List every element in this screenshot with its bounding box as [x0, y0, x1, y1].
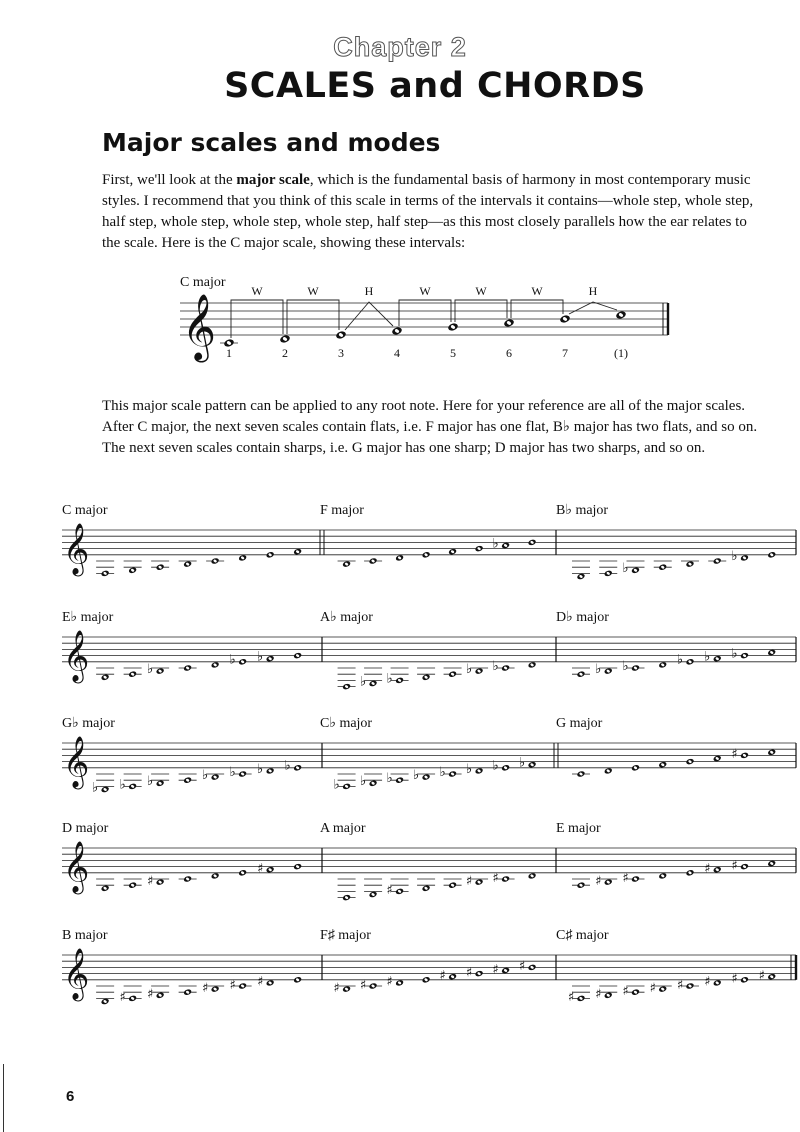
- whole-note: [740, 752, 749, 760]
- whole-note: [183, 988, 192, 996]
- whole-note: [128, 783, 137, 791]
- flat-sign: ♭: [386, 671, 393, 687]
- whole-note: [369, 557, 378, 565]
- scale-name-label: B♭ major: [556, 503, 609, 518]
- whole-note: [238, 658, 247, 666]
- whole-note: [395, 979, 404, 987]
- whole-note: [447, 322, 459, 332]
- whole-note: [767, 551, 776, 559]
- whole-note: [576, 670, 585, 678]
- flat-sign: ♭: [257, 649, 264, 665]
- flat-sign: ♭: [622, 658, 629, 674]
- page-edge-mark: [3, 1064, 4, 1132]
- whole-note: [615, 310, 627, 320]
- whole-note: [448, 881, 457, 889]
- page-number: 6: [66, 1088, 75, 1105]
- scale-name-label: A♭ major: [320, 610, 373, 625]
- flat-sign: ♭: [257, 761, 264, 777]
- scale-name-label: A major: [320, 821, 366, 836]
- sharp-sign: ♯: [731, 971, 738, 987]
- whole-note: [604, 667, 613, 675]
- whole-note: [156, 563, 165, 571]
- scale-name-label: C♭ major: [320, 716, 373, 731]
- flat-sign: ♭: [119, 777, 126, 793]
- whole-note: [528, 872, 537, 880]
- scale-name-label: B major: [62, 928, 108, 943]
- whole-note: [266, 767, 275, 775]
- whole-note: [528, 964, 537, 972]
- whole-note: [475, 970, 484, 978]
- whole-note: [335, 330, 347, 340]
- half-step-peak: [569, 302, 617, 314]
- whole-note: [576, 995, 585, 1003]
- interval-label: W: [531, 284, 543, 298]
- whole-note: [501, 967, 510, 975]
- whole-note: [528, 661, 537, 669]
- whole-note: [528, 761, 537, 769]
- flat-sign: ♭: [439, 764, 446, 780]
- sharp-sign: ♯: [333, 980, 340, 996]
- staff-lines: [62, 955, 796, 980]
- staff-lines: [62, 848, 796, 873]
- whole-note: [501, 875, 510, 883]
- staff-lines: [62, 530, 796, 555]
- flat-sign: ♭: [519, 755, 526, 771]
- whole-note: [395, 888, 404, 896]
- whole-note: [713, 866, 722, 874]
- flat-sign: ♭: [202, 767, 209, 783]
- flat-sign: ♭: [622, 561, 629, 577]
- flat-sign: ♭: [229, 764, 236, 780]
- intro-text-2: , which is the fundamental basis of harmony in most contemporary music styles. I recommend that you think of this scale in terms of the intervals it contains—whole step, whole step, half step, whole step, whole step, whole step, half step—as this most closely parallels how the ear relates to the scale. Here is the C major scale, showing these intervals:: [102, 172, 754, 251]
- whole-note: [658, 872, 667, 880]
- sharp-sign: ♯: [676, 977, 684, 993]
- sharp-sign: ♯: [731, 858, 738, 874]
- scale-name-label: F♯ major: [320, 928, 371, 943]
- whole-note: [293, 976, 302, 984]
- scale-name-label: C major: [62, 503, 108, 518]
- sharp-sign: ♯: [567, 990, 575, 1006]
- whole-note: [238, 982, 247, 990]
- sharp-sign: ♯: [492, 962, 499, 978]
- whole-note: [501, 542, 510, 550]
- flat-sign: ♭: [492, 536, 499, 552]
- whole-note: [342, 894, 351, 902]
- sharp-sign: ♯: [201, 980, 209, 996]
- section-heading: Major scales and modes: [102, 128, 441, 157]
- whole-note: [658, 661, 667, 669]
- page-title: SCALES and CHORDS: [224, 66, 646, 106]
- scale-degree-number: 6: [506, 346, 512, 360]
- whole-note: [475, 767, 484, 775]
- whole-note: [395, 677, 404, 685]
- whole-note: [631, 875, 640, 883]
- whole-note: [658, 761, 667, 769]
- scale-degree-number: 3: [338, 346, 344, 360]
- interval-label: H: [364, 284, 374, 298]
- chapter-label: Chapter 2: [333, 32, 467, 62]
- whole-step-bracket: [287, 300, 339, 334]
- sharp-sign: ♯: [146, 987, 154, 1003]
- sharp-sign: ♯: [492, 870, 499, 886]
- whole-note: [128, 995, 137, 1003]
- sharp-sign: ♯: [465, 873, 473, 889]
- treble-clef: 𝄞: [182, 293, 217, 361]
- flat-sign: ♭: [492, 758, 499, 774]
- flat-sign: ♭: [229, 652, 236, 668]
- flat-sign: ♭: [92, 780, 99, 796]
- whole-note: [528, 539, 537, 547]
- whole-note: [211, 773, 220, 781]
- whole-note: [448, 973, 457, 981]
- whole-note: [391, 326, 403, 336]
- whole-note: [279, 334, 291, 344]
- flat-sign: ♭: [676, 652, 684, 668]
- sharp-sign: ♯: [622, 983, 629, 999]
- whole-note: [183, 560, 192, 568]
- whole-note: [501, 764, 510, 772]
- whole-note: [767, 649, 776, 657]
- whole-note: [156, 780, 165, 788]
- whole-note: [238, 869, 247, 877]
- whole-note: [685, 560, 694, 568]
- scale-degree-number: 5: [450, 346, 456, 360]
- flat-sign: ♭: [333, 777, 340, 793]
- sharp-sign: ♯: [595, 987, 602, 1003]
- whole-note: [740, 863, 749, 871]
- intro-text-1: First, we'll look at the: [102, 172, 237, 188]
- whole-note: [503, 318, 515, 328]
- whole-note: [369, 680, 378, 688]
- whole-note: [740, 652, 749, 660]
- whole-note: [685, 758, 694, 766]
- flat-sign: ♭: [731, 548, 738, 564]
- interval-label: W: [307, 284, 319, 298]
- sharp-sign: ♯: [649, 980, 656, 996]
- whole-step-bracket: [399, 300, 451, 326]
- whole-note: [369, 891, 378, 899]
- staff-lines: [62, 637, 796, 662]
- sharp-sign: ♯: [256, 974, 264, 990]
- scale-name-label: D major: [62, 821, 109, 836]
- treble-clef: 𝄞: [63, 522, 90, 575]
- whole-note: [266, 979, 275, 987]
- whole-note: [342, 683, 351, 691]
- intro-bold-term: major scale: [236, 172, 310, 188]
- sharp-sign: ♯: [146, 873, 154, 889]
- whole-note: [422, 976, 431, 984]
- whole-note: [183, 776, 192, 784]
- sharp-sign: ♯: [704, 974, 711, 990]
- whole-note: [475, 545, 484, 553]
- whole-note: [101, 570, 110, 578]
- whole-note: [713, 557, 722, 565]
- whole-note: [211, 557, 220, 565]
- whole-note: [631, 567, 640, 575]
- whole-note: [448, 770, 457, 778]
- whole-note: [183, 664, 192, 672]
- sharp-sign: ♯: [119, 990, 126, 1006]
- flat-sign: ♭: [595, 661, 602, 677]
- whole-note: [293, 652, 302, 660]
- whole-note: [395, 776, 404, 784]
- whole-note: [183, 875, 192, 883]
- sharp-sign: ♯: [595, 873, 602, 889]
- staff-lines: [62, 743, 796, 768]
- whole-note: [767, 973, 776, 981]
- flat-sign: ♭: [360, 774, 367, 790]
- whole-note: [342, 560, 351, 568]
- whole-note: [501, 664, 510, 672]
- whole-note: [740, 976, 749, 984]
- whole-note: [156, 878, 165, 886]
- staff-lines: [180, 303, 668, 335]
- flat-sign: ♭: [466, 761, 473, 777]
- sharp-sign: ♯: [256, 861, 264, 877]
- sharp-sign: ♯: [359, 977, 367, 993]
- whole-note: [559, 314, 571, 324]
- scale-degree-number: 7: [562, 346, 568, 360]
- whole-note: [128, 670, 137, 678]
- reference-paragraph: This major scale pattern can be applied to any root note. Here for your reference are all of the major scales. After C major, the next seven scales contain flats, i.e. F major has one flat, B♭ major has two flats, and so on. The next seven scales contain sharps, i.e. G major has one sharp; D major has two sharps, and so on.: [102, 398, 758, 456]
- flat-sign: ♭: [147, 774, 154, 790]
- sharp-sign: ♯: [229, 977, 236, 993]
- sharp-sign: ♯: [518, 959, 526, 975]
- whole-note: [395, 554, 404, 562]
- flat-sign: ♭: [147, 661, 154, 677]
- whole-note: [475, 667, 484, 675]
- whole-note: [767, 749, 776, 757]
- sharp-sign: ♯: [439, 968, 446, 984]
- whole-note: [631, 764, 640, 772]
- sharp-sign: ♯: [758, 968, 765, 984]
- whole-note: [475, 878, 484, 886]
- treble-clef: 𝄞: [63, 629, 90, 682]
- scale-name-label: F major: [320, 503, 364, 518]
- treble-clef: 𝄞: [63, 947, 90, 1000]
- whole-note: [713, 755, 722, 763]
- whole-note: [238, 770, 247, 778]
- flat-sign: ♭: [386, 771, 393, 787]
- sharp-sign: ♯: [465, 965, 473, 981]
- interval-label: H: [588, 284, 598, 298]
- whole-note: [576, 573, 585, 581]
- whole-note: [156, 667, 165, 675]
- scale-name-label: D♭ major: [556, 610, 609, 625]
- example-scale-label: C major: [180, 275, 226, 290]
- whole-note: [266, 655, 275, 663]
- whole-note: [266, 551, 275, 559]
- interval-label: W: [419, 284, 431, 298]
- scale-name-label: E major: [556, 821, 601, 836]
- flat-sign: ♭: [731, 646, 738, 662]
- flat-sign: ♭: [360, 674, 367, 690]
- scale-name-label: G major: [556, 716, 603, 731]
- whole-note: [685, 869, 694, 877]
- interval-label: W: [251, 284, 263, 298]
- whole-note: [101, 786, 110, 794]
- treble-clef: 𝄞: [63, 735, 90, 788]
- whole-note: [767, 860, 776, 868]
- whole-note: [342, 783, 351, 791]
- whole-note: [631, 664, 640, 672]
- whole-note: [576, 881, 585, 889]
- whole-note: [101, 674, 110, 682]
- whole-note: [293, 764, 302, 772]
- sharp-sign: ♯: [386, 883, 393, 899]
- flat-sign: ♭: [492, 658, 499, 674]
- sharp-sign: ♯: [622, 870, 629, 886]
- whole-note: [685, 982, 694, 990]
- whole-note: [342, 985, 351, 993]
- whole-note: [604, 878, 613, 886]
- whole-note: [631, 988, 640, 996]
- whole-note: [713, 979, 722, 987]
- whole-note: [685, 658, 694, 666]
- whole-note: [658, 563, 667, 571]
- treble-clef: 𝄞: [63, 840, 90, 893]
- whole-note: [448, 670, 457, 678]
- whole-note: [369, 982, 378, 990]
- scale-degree-number: 1: [226, 346, 232, 360]
- whole-note: [422, 551, 431, 559]
- whole-note: [604, 992, 613, 1000]
- whole-note: [293, 548, 302, 556]
- whole-note: [211, 985, 220, 993]
- whole-note: [576, 770, 585, 778]
- scale-degree-number: (1): [614, 346, 628, 360]
- scale-degree-number: 4: [394, 346, 400, 360]
- whole-note: [604, 570, 613, 578]
- whole-note: [422, 674, 431, 682]
- whole-note: [211, 872, 220, 880]
- whole-note: [101, 885, 110, 893]
- flat-sign: ♭: [466, 661, 473, 677]
- sharp-sign: ♯: [704, 861, 711, 877]
- flat-sign: ♭: [704, 649, 711, 665]
- whole-note: [128, 567, 137, 575]
- flat-sign: ♭: [413, 767, 420, 783]
- interval-label: W: [475, 284, 487, 298]
- whole-note: [448, 548, 457, 556]
- scale-degree-number: 2: [282, 346, 288, 360]
- whole-note: [211, 661, 220, 669]
- scale-name-label: G♭ major: [62, 716, 115, 731]
- whole-note: [422, 885, 431, 893]
- whole-note: [369, 780, 378, 788]
- whole-note: [238, 554, 247, 562]
- whole-note: [101, 998, 110, 1006]
- half-step-peak: [345, 302, 393, 330]
- whole-note: [266, 866, 275, 874]
- whole-note: [740, 554, 749, 562]
- whole-note: [604, 767, 613, 775]
- whole-note: [128, 881, 137, 889]
- whole-note: [156, 992, 165, 1000]
- whole-note: [293, 863, 302, 871]
- flat-sign: ♭: [284, 758, 291, 774]
- whole-note: [713, 655, 722, 663]
- whole-note: [422, 773, 431, 781]
- sharp-sign: ♯: [386, 974, 393, 990]
- whole-note: [658, 985, 667, 993]
- scale-name-label: C♯ major: [556, 928, 609, 943]
- sharp-sign: ♯: [731, 747, 738, 763]
- scale-name-label: E♭ major: [62, 610, 114, 625]
